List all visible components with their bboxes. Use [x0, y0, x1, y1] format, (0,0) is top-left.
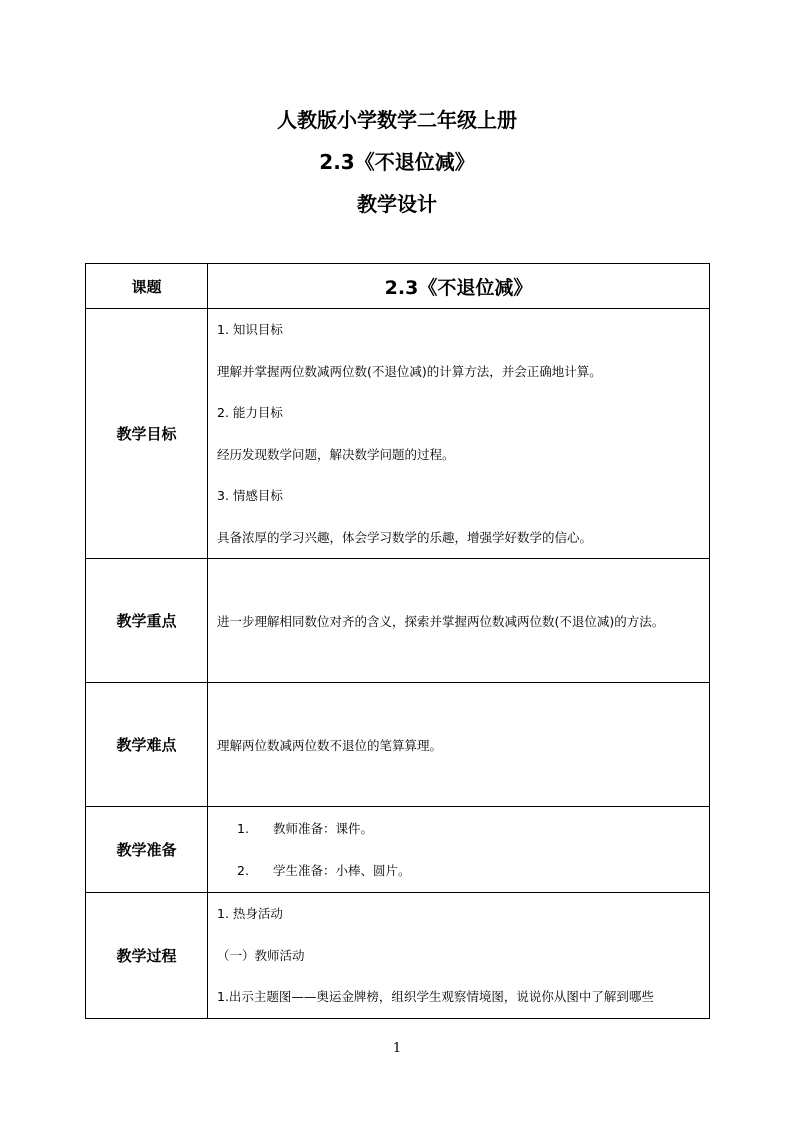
topic-value: 2.3《不退位减》	[208, 264, 710, 309]
table-row-objectives	[86, 309, 710, 559]
list-item-number: 1.	[237, 820, 249, 836]
lesson-plan-table	[85, 263, 710, 1019]
list-item	[217, 850, 709, 892]
document-subtitle: 教学设计	[357, 192, 437, 216]
objective-line: 2. 能力目标	[217, 405, 283, 420]
list-item	[217, 808, 709, 850]
objectives-label: 教学目标	[86, 309, 208, 559]
difficulties-text: 理解两位数减两位数不退位的笔算算理。	[208, 683, 710, 807]
process-line: 1.出示主题图——奥运金牌榜，组织学生观察情境图，说说你从图中了解到哪些	[217, 989, 654, 1005]
preparation-content	[208, 807, 710, 893]
table-row-key-points	[86, 559, 710, 683]
objectives-content	[208, 309, 710, 559]
key-points-label: 教学重点	[86, 559, 208, 683]
table-row-topic	[86, 264, 710, 309]
document-title: 人教版小学数学二年级上册	[277, 108, 517, 132]
objective-line: 具备浓厚的学习兴趣，体会学习数学的乐趣，增强学好数学的信心。	[217, 529, 593, 545]
process-line: （一）教师活动	[217, 947, 305, 963]
process-label: 教学过程	[86, 893, 208, 1019]
list-item-text: 教师准备：课件。	[273, 820, 374, 836]
preparation-label: 教学准备	[86, 807, 208, 893]
process-line: 1. 热身活动	[217, 906, 283, 922]
lesson-title: 2.3《不退位减》	[319, 150, 475, 174]
page-number: 1	[392, 1041, 402, 1056]
key-points-text: 进一步理解相同数位对齐的含义，探索并掌握两位数减两位数(不退位减)的方法。	[208, 559, 710, 683]
table-row-difficulties	[86, 683, 710, 807]
objective-line: 理解并掌握两位数减两位数(不退位减)的计算方法，并会正确地计算。	[217, 363, 602, 379]
difficulties-label: 教学难点	[86, 683, 208, 807]
objective-line: 经历发现数学问题，解决数学问题的过程。	[217, 446, 455, 462]
list-item-number: 2.	[237, 862, 249, 878]
table-row-preparation	[86, 807, 710, 893]
topic-label: 课题	[86, 264, 208, 309]
table-row-process	[86, 893, 710, 1019]
list-item-text: 学生准备：小棒、圆片。	[273, 862, 411, 878]
objective-line: 1. 知识目标	[217, 322, 283, 337]
process-content	[208, 893, 710, 1019]
objective-line: 3. 情感目标	[217, 488, 283, 503]
